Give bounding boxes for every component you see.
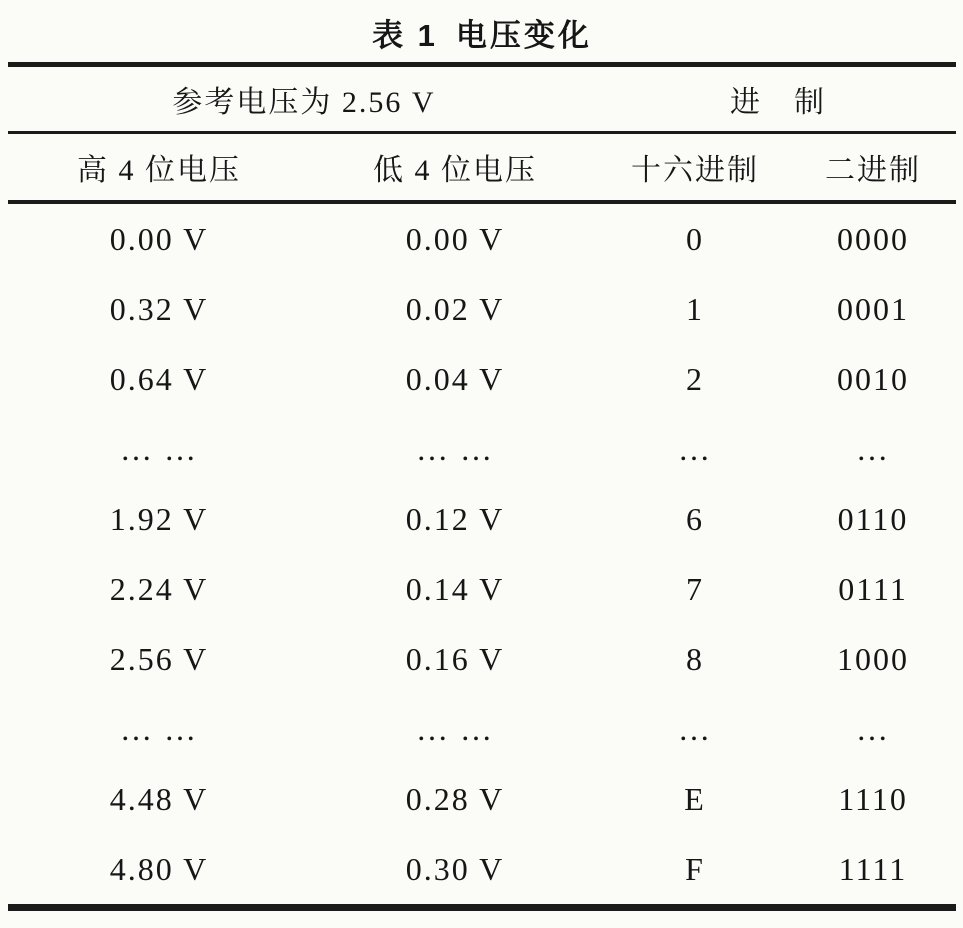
table-row-ellipsis: [8, 694, 956, 764]
cell-hex: E: [684, 780, 706, 817]
cell-binary: 1000: [837, 640, 909, 677]
cell-low-voltage: … …: [416, 430, 494, 467]
table-row: [8, 204, 956, 274]
cell-binary: 0010: [837, 360, 909, 397]
cell-low-voltage: 0.28 V: [405, 780, 505, 817]
cell-high-voltage: 1.92 V: [109, 500, 209, 537]
cell-hex: 6: [686, 500, 704, 537]
column-header-hex: 十六进制: [631, 154, 759, 187]
cell-binary: 0000: [837, 220, 909, 257]
group-header-number-system: 进 制: [730, 86, 826, 119]
cell-binary: 0110: [837, 500, 909, 537]
cell-binary: …: [856, 430, 890, 467]
table-row: [8, 764, 956, 834]
cell-high-voltage: 0.00 V: [109, 220, 209, 257]
cell-hex: 0: [686, 220, 704, 257]
cell-low-voltage: 0.12 V: [405, 500, 505, 537]
cell-low-voltage: 0.04 V: [405, 360, 505, 397]
underline-gap: [596, 131, 609, 134]
cell-binary: 0111: [838, 570, 908, 607]
voltage-table: [8, 0, 956, 911]
cell-binary: 0001: [837, 290, 909, 327]
table-body: [8, 204, 956, 904]
table-row: [8, 834, 956, 904]
underline-right-group: [609, 131, 956, 134]
table-row: [8, 624, 956, 694]
cell-hex: …: [678, 710, 712, 747]
cell-hex: …: [678, 430, 712, 467]
table-row: [8, 554, 956, 624]
cell-high-voltage: 2.24 V: [109, 570, 209, 607]
table-row-ellipsis: [8, 414, 956, 484]
table-row: [8, 274, 956, 344]
cell-hex: 7: [686, 570, 704, 607]
cell-high-voltage: … …: [120, 430, 198, 467]
cell-low-voltage: 0.30 V: [405, 850, 505, 887]
cell-high-voltage: 0.64 V: [109, 360, 209, 397]
cell-high-voltage: 4.48 V: [109, 780, 209, 817]
cell-low-voltage: 0.00 V: [405, 220, 505, 257]
cell-high-voltage: 2.56 V: [109, 640, 209, 677]
table-number: 表 1: [372, 17, 438, 53]
cell-high-voltage: 4.80 V: [109, 850, 209, 887]
bottom-rule: [8, 904, 956, 911]
column-header-high-voltage: 高 4 位电压: [77, 154, 241, 187]
cell-hex: 1: [686, 290, 704, 327]
cell-binary: …: [856, 710, 890, 747]
cell-low-voltage: 0.14 V: [405, 570, 505, 607]
column-header-binary: 二进制: [825, 154, 921, 187]
cell-low-voltage: 0.16 V: [405, 640, 505, 677]
table-title: [8, 0, 956, 62]
column-header-low-voltage: 低 4 位电压: [373, 154, 537, 187]
group-header-reference-voltage: 参考电压为 2.56 V: [172, 86, 436, 119]
cell-low-voltage: 0.02 V: [405, 290, 505, 327]
cell-low-voltage: … …: [416, 710, 494, 747]
cell-hex: F: [685, 850, 705, 887]
cell-high-voltage: 0.32 V: [109, 290, 209, 327]
table-row: [8, 484, 956, 554]
cell-binary: 1111: [838, 850, 908, 887]
cell-hex: 2: [686, 360, 704, 397]
group-header-row: [8, 67, 956, 131]
column-header-row: [8, 134, 956, 200]
underline-left-group: [8, 131, 596, 134]
group-header-underlines: [8, 131, 956, 134]
cell-binary: 1110: [838, 780, 908, 817]
table-row: [8, 344, 956, 414]
cell-hex: 8: [686, 640, 704, 677]
table-title-text: 电压变化: [455, 17, 592, 53]
cell-high-voltage: … …: [120, 710, 198, 747]
